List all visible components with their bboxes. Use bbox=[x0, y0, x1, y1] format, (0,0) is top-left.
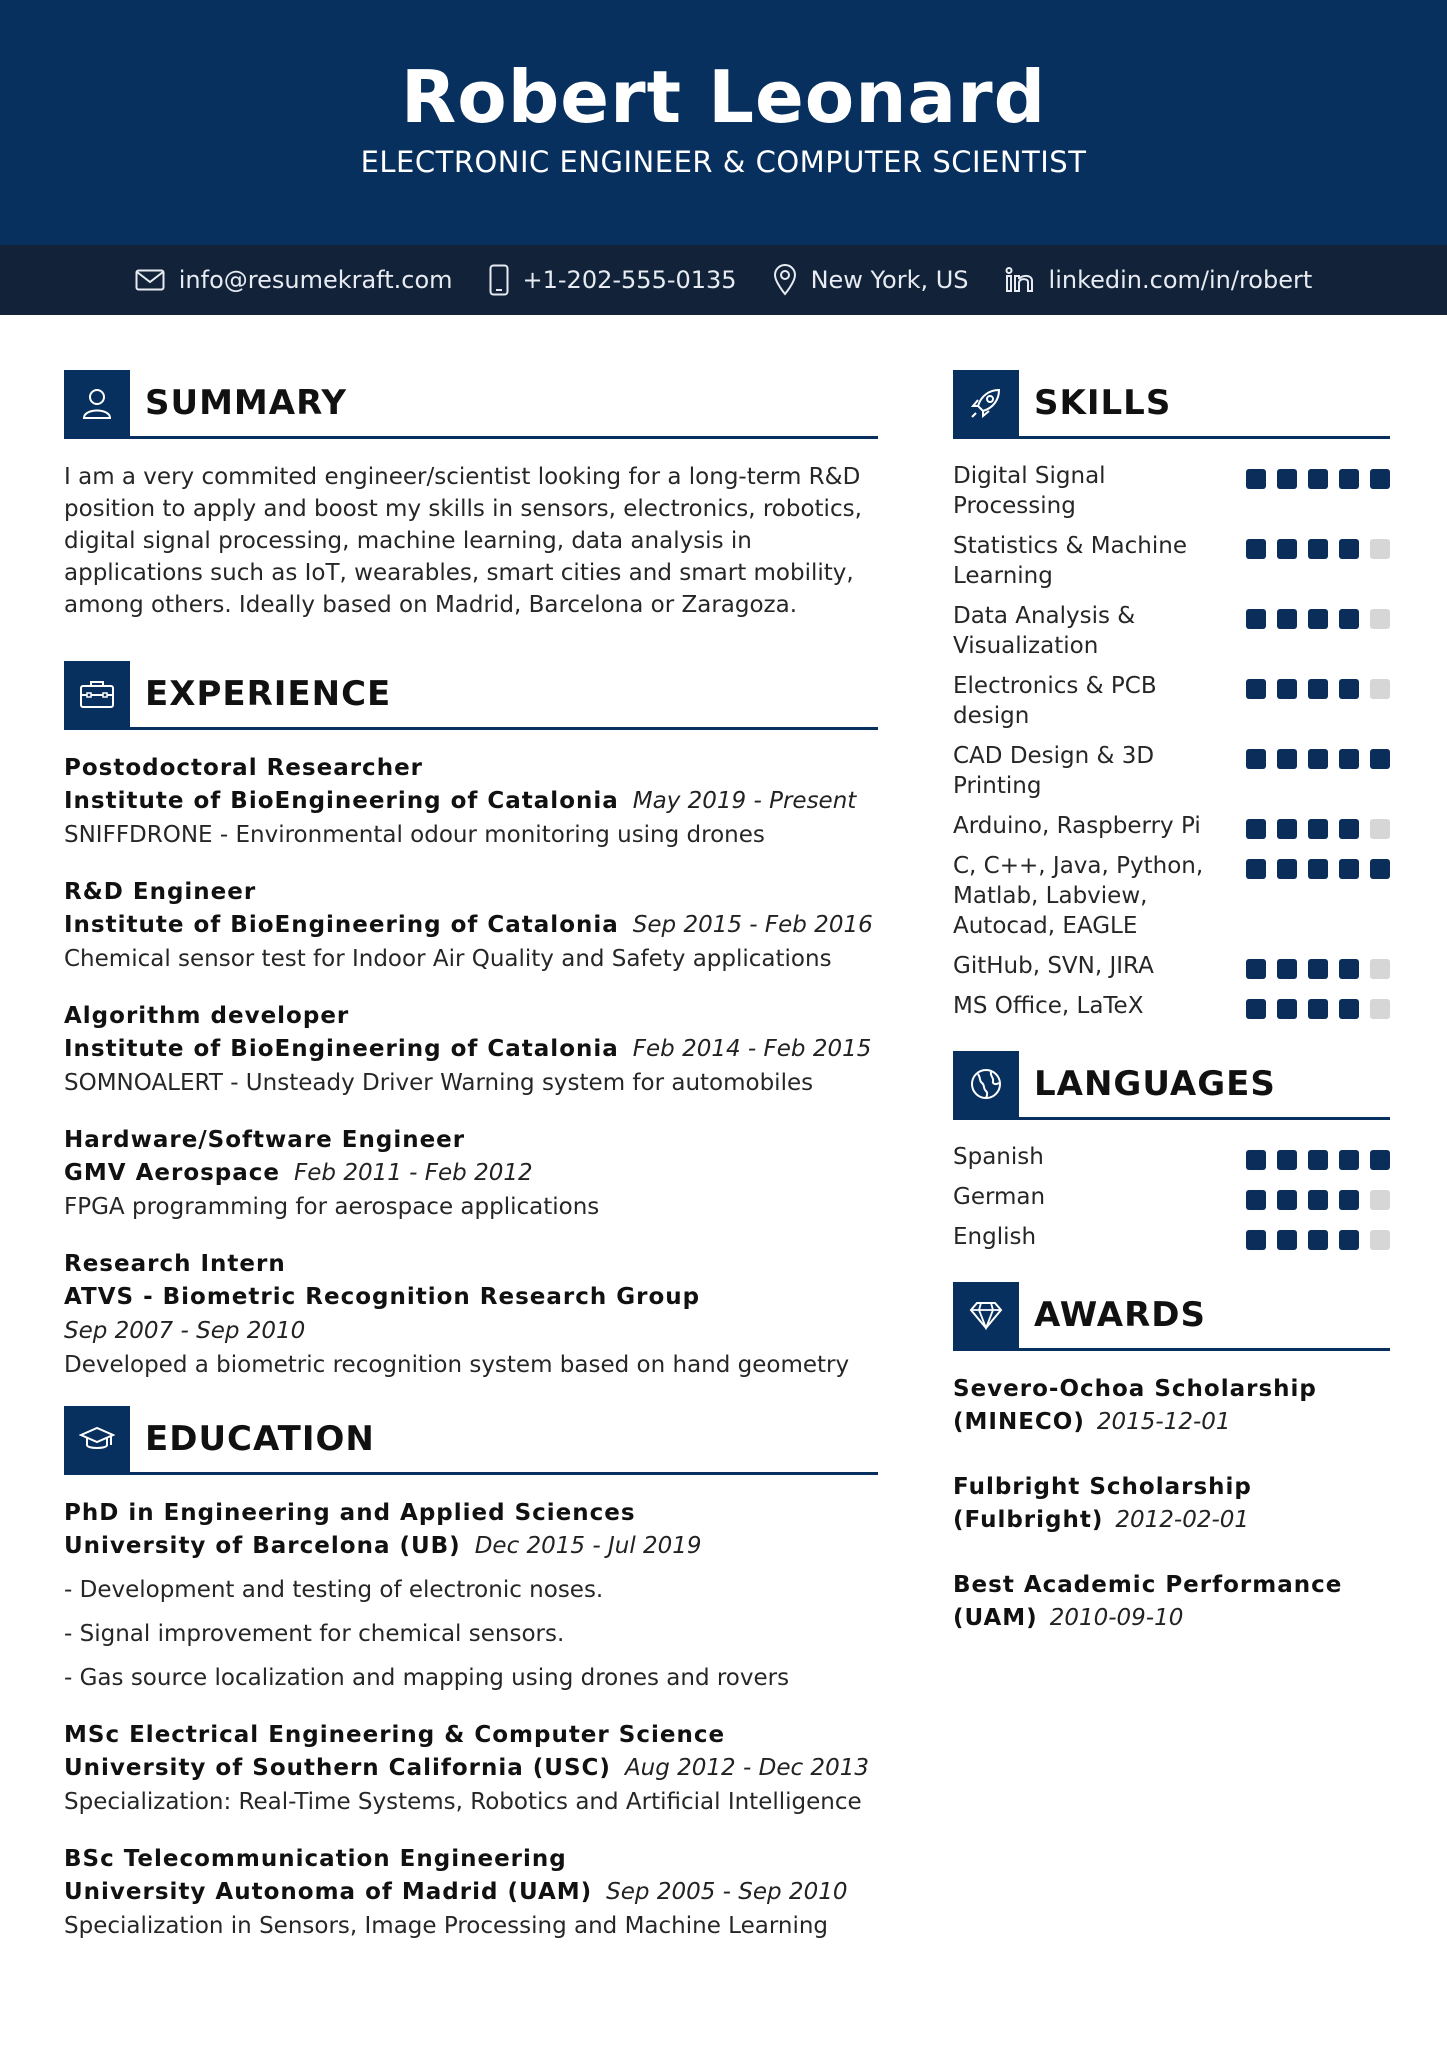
edu-desc: Specialization in Sensors, Image Processing and Machine Learning bbox=[64, 1913, 829, 1939]
education-heading bbox=[64, 1406, 878, 1475]
award-issuer: (Fulbright) bbox=[953, 1507, 1104, 1533]
skill-row bbox=[953, 601, 1390, 661]
language-rating bbox=[1235, 1150, 1390, 1170]
award-issuer: (UAM) bbox=[953, 1605, 1038, 1631]
rating-dot-filled bbox=[1277, 859, 1297, 879]
phone-text: +1-202-555-0135 bbox=[522, 266, 737, 294]
rating-dot-filled bbox=[1277, 609, 1297, 629]
job-org: Institute of BioEngineering of Catalonia bbox=[64, 1036, 619, 1062]
rating-dot-filled bbox=[1246, 959, 1266, 979]
education-item bbox=[64, 1497, 878, 1695]
summary-heading bbox=[64, 370, 878, 439]
language-label: Spanish bbox=[953, 1144, 1044, 1170]
rating-dot-filled bbox=[1339, 469, 1359, 489]
skill-row bbox=[953, 671, 1390, 731]
awards-list bbox=[953, 1373, 1390, 1635]
rating-dot-filled bbox=[1339, 679, 1359, 699]
rating-dot-filled bbox=[1308, 609, 1328, 629]
right-column bbox=[953, 370, 1390, 1667]
rating-dot-filled bbox=[1339, 1190, 1359, 1210]
section-title: SKILLS bbox=[1034, 383, 1172, 423]
globe-icon bbox=[953, 1051, 1019, 1117]
experience-item bbox=[64, 1000, 878, 1100]
edu-bullet: - Signal improvement for chemical sensors. bbox=[64, 1621, 565, 1647]
rating-dot-filled bbox=[1246, 749, 1266, 769]
job-desc: SNIFFDRONE - Environmental odour monitoring using drones bbox=[64, 822, 765, 848]
experience-list bbox=[64, 752, 878, 1382]
edu-bullet: - Gas source localization and mapping using drones and rovers bbox=[64, 1665, 790, 1691]
rating-dot-filled bbox=[1277, 679, 1297, 699]
language-row bbox=[953, 1222, 1390, 1252]
rating-dot-filled bbox=[1277, 1190, 1297, 1210]
skill-rating bbox=[1235, 469, 1390, 489]
skill-rating bbox=[1235, 749, 1390, 769]
rating-dot-filled bbox=[1308, 539, 1328, 559]
job-role: Research Intern bbox=[64, 1251, 286, 1277]
skill-row bbox=[953, 811, 1390, 841]
school: University Autonoma of Madrid (UAM) bbox=[64, 1879, 593, 1905]
skill-row bbox=[953, 851, 1390, 941]
degree: PhD in Engineering and Applied Sciences bbox=[64, 1500, 636, 1526]
skill-rating bbox=[1235, 959, 1390, 979]
rating-dot-filled bbox=[1277, 749, 1297, 769]
job-org: GMV Aerospace bbox=[64, 1160, 281, 1186]
graduation-cap-icon bbox=[64, 1406, 130, 1472]
rating-dot-filled bbox=[1339, 819, 1359, 839]
candidate-name: Robert Leonard bbox=[400, 55, 1047, 139]
rating-dot-filled bbox=[1277, 999, 1297, 1019]
rating-dot-filled bbox=[1246, 819, 1266, 839]
job-dates: Feb 2014 - Feb 2015 bbox=[632, 1036, 872, 1062]
language-rating bbox=[1235, 1230, 1390, 1250]
job-dates: Sep 2015 - Feb 2016 bbox=[632, 912, 873, 938]
job-dates: Sep 2007 - Sep 2010 bbox=[64, 1318, 306, 1344]
edu-bullet: - Development and testing of electronic noses. bbox=[64, 1577, 604, 1603]
linkedin-text: linkedin.com/in/robert bbox=[1048, 266, 1313, 294]
summary-text: I am a very commited engineer/scientist looking for a long-term R&D position to apply and boost my skills in sensors, electronics, robotics, digital signal processing, machine learning, data analysis in applications such as IoT, wearables, smart cities and smart mobility, among others. Ideally based on Madrid, Barcelona or Zaragoza. bbox=[64, 464, 862, 618]
rating-dot-filled bbox=[1308, 999, 1328, 1019]
section-title: EXPERIENCE bbox=[145, 674, 392, 714]
edu-dates: Aug 2012 - Dec 2013 bbox=[624, 1755, 869, 1781]
award-item bbox=[953, 1471, 1390, 1537]
school: University of Southern California (USC) bbox=[64, 1755, 611, 1781]
degree: MSc Electrical Engineering & Computer Science bbox=[64, 1722, 726, 1748]
rating-dot-filled bbox=[1308, 859, 1328, 879]
experience-item bbox=[64, 1124, 878, 1224]
job-org: Institute of BioEngineering of Catalonia bbox=[64, 788, 619, 814]
language-rating bbox=[1235, 1190, 1390, 1210]
skill-row bbox=[953, 951, 1390, 981]
award-date: 2015-12-01 bbox=[1096, 1409, 1231, 1435]
rating-dot-filled bbox=[1246, 1150, 1266, 1170]
experience-item bbox=[64, 752, 878, 852]
edu-dates: Sep 2005 - Sep 2010 bbox=[606, 1879, 848, 1905]
job-role: Postodoctoral Researcher bbox=[64, 755, 424, 781]
rating-dot-filled bbox=[1308, 959, 1328, 979]
rating-dot-filled bbox=[1277, 1150, 1297, 1170]
languages-list bbox=[953, 1142, 1390, 1252]
award-title: Best Academic Performance bbox=[953, 1572, 1343, 1598]
resume-header bbox=[0, 0, 1447, 245]
rating-dot-filled bbox=[1339, 1230, 1359, 1250]
section-title: EDUCATION bbox=[145, 1419, 375, 1459]
section-title: LANGUAGES bbox=[1034, 1064, 1276, 1104]
rating-dot-filled bbox=[1370, 859, 1390, 879]
languages-heading bbox=[953, 1051, 1390, 1120]
rating-dot-empty bbox=[1370, 609, 1390, 629]
rating-dot-filled bbox=[1277, 819, 1297, 839]
rating-dot-filled bbox=[1370, 469, 1390, 489]
section-title: AWARDS bbox=[1034, 1295, 1206, 1335]
job-role: Algorithm developer bbox=[64, 1003, 350, 1029]
skill-row bbox=[953, 461, 1390, 521]
rating-dot-filled bbox=[1246, 679, 1266, 699]
award-date: 2010-09-10 bbox=[1049, 1605, 1184, 1631]
envelope-icon bbox=[135, 269, 165, 291]
job-desc: Chemical sensor test for Indoor Air Quality and Safety applications bbox=[64, 946, 832, 972]
rating-dot-filled bbox=[1308, 1230, 1328, 1250]
diamond-icon bbox=[953, 1282, 1019, 1348]
rating-dot-filled bbox=[1277, 539, 1297, 559]
rating-dot-filled bbox=[1246, 609, 1266, 629]
person-icon bbox=[64, 370, 130, 436]
phone-icon bbox=[489, 264, 509, 296]
award-title: Fulbright Scholarship bbox=[953, 1474, 1252, 1500]
education-item bbox=[64, 1843, 878, 1943]
rating-dot-filled bbox=[1308, 679, 1328, 699]
rating-dot-filled bbox=[1308, 749, 1328, 769]
email-text: info@resumekraft.com bbox=[178, 266, 453, 294]
education-list bbox=[64, 1497, 878, 1943]
contact-location bbox=[773, 264, 969, 296]
rating-dot-empty bbox=[1370, 959, 1390, 979]
rating-dot-empty bbox=[1370, 999, 1390, 1019]
skill-rating bbox=[1235, 859, 1390, 879]
rating-dot-filled bbox=[1277, 1230, 1297, 1250]
experience-heading bbox=[64, 661, 878, 730]
rating-dot-filled bbox=[1339, 959, 1359, 979]
job-dates: May 2019 - Present bbox=[632, 788, 857, 814]
skill-rating bbox=[1235, 679, 1390, 699]
language-label: English bbox=[953, 1224, 1037, 1250]
rating-dot-filled bbox=[1246, 469, 1266, 489]
award-item bbox=[953, 1569, 1390, 1635]
school: University of Barcelona (UB) bbox=[64, 1533, 461, 1559]
job-desc: SOMNOALERT - Unsteady Driver Warning system for automobiles bbox=[64, 1070, 814, 1096]
rating-dot-filled bbox=[1339, 539, 1359, 559]
language-row bbox=[953, 1142, 1390, 1172]
briefcase-icon bbox=[64, 661, 130, 727]
education-item bbox=[64, 1719, 878, 1819]
skill-row bbox=[953, 741, 1390, 801]
job-org: Institute of BioEngineering of Catalonia bbox=[64, 912, 619, 938]
rating-dot-filled bbox=[1308, 819, 1328, 839]
contact-phone[interactable] bbox=[489, 264, 737, 296]
edu-dates: Dec 2015 - Jul 2019 bbox=[474, 1533, 702, 1559]
skill-rating bbox=[1235, 539, 1390, 559]
skill-label: Statistics & Machine Learning bbox=[953, 533, 1187, 589]
skill-label: CAD Design & 3D Printing bbox=[953, 743, 1155, 799]
rating-dot-filled bbox=[1339, 609, 1359, 629]
degree: BSc Telecommunication Engineering bbox=[64, 1846, 567, 1872]
rating-dot-filled bbox=[1339, 1150, 1359, 1170]
linkedin-icon bbox=[1005, 267, 1035, 293]
rating-dot-filled bbox=[1339, 859, 1359, 879]
location-pin-icon bbox=[773, 264, 797, 296]
rating-dot-filled bbox=[1339, 749, 1359, 769]
skill-label: C, C++, Java, Python, Matlab, Labview, Autocad, EAGLE bbox=[953, 853, 1204, 939]
award-issuer: (MINECO) bbox=[953, 1409, 1085, 1435]
skill-label: GitHub, SVN, JIRA bbox=[953, 953, 1154, 979]
award-date: 2012-02-01 bbox=[1115, 1507, 1250, 1533]
language-label: German bbox=[953, 1184, 1046, 1210]
contact-email[interactable] bbox=[135, 266, 453, 294]
edu-desc: Specialization: Real-Time Systems, Robotics and Artificial Intelligence bbox=[64, 1789, 862, 1815]
award-title: Severo-Ochoa Scholarship bbox=[953, 1376, 1317, 1402]
rating-dot-empty bbox=[1370, 679, 1390, 699]
rating-dot-empty bbox=[1370, 819, 1390, 839]
contact-bar bbox=[0, 245, 1447, 315]
skill-label: Arduino, Raspberry Pi bbox=[953, 813, 1201, 839]
rating-dot-empty bbox=[1370, 1190, 1390, 1210]
job-org: ATVS - Biometric Recognition Research Group bbox=[64, 1284, 701, 1310]
skills-heading bbox=[953, 370, 1390, 439]
left-column bbox=[64, 370, 878, 1967]
skill-rating bbox=[1235, 819, 1390, 839]
rocket-icon bbox=[953, 370, 1019, 436]
skill-label: Data Analysis & Visualization bbox=[953, 603, 1136, 659]
rating-dot-filled bbox=[1246, 539, 1266, 559]
rating-dot-filled bbox=[1277, 469, 1297, 489]
job-role: Hardware/Software Engineer bbox=[64, 1127, 466, 1153]
skill-label: Electronics & PCB design bbox=[953, 673, 1157, 729]
skill-row bbox=[953, 531, 1390, 591]
rating-dot-filled bbox=[1370, 1150, 1390, 1170]
job-dates: Feb 2011 - Feb 2012 bbox=[294, 1160, 533, 1186]
skill-rating bbox=[1235, 999, 1390, 1019]
rating-dot-filled bbox=[1370, 749, 1390, 769]
rating-dot-filled bbox=[1308, 1150, 1328, 1170]
job-desc: FPGA programming for aerospace applications bbox=[64, 1194, 600, 1220]
rating-dot-filled bbox=[1277, 959, 1297, 979]
rating-dot-filled bbox=[1308, 1190, 1328, 1210]
location-text: New York, US bbox=[810, 266, 969, 294]
section-title: SUMMARY bbox=[145, 383, 348, 423]
language-row bbox=[953, 1182, 1390, 1212]
skill-row bbox=[953, 991, 1390, 1021]
contact-linkedin[interactable] bbox=[1005, 266, 1313, 294]
award-item bbox=[953, 1373, 1390, 1439]
skill-label: MS Office, LaTeX bbox=[953, 993, 1144, 1019]
skills-list bbox=[953, 461, 1390, 1021]
rating-dot-filled bbox=[1308, 469, 1328, 489]
skill-rating bbox=[1235, 609, 1390, 629]
job-role: R&D Engineer bbox=[64, 879, 257, 905]
rating-dot-filled bbox=[1246, 1230, 1266, 1250]
skill-label: Digital Signal Processing bbox=[953, 463, 1106, 519]
rating-dot-filled bbox=[1246, 859, 1266, 879]
job-desc: Developed a biometric recognition system based on hand geometry bbox=[64, 1352, 850, 1378]
candidate-title: ELECTRONIC ENGINEER & COMPUTER SCIENTIST bbox=[360, 145, 1087, 179]
rating-dot-empty bbox=[1370, 1230, 1390, 1250]
experience-item bbox=[64, 876, 878, 976]
awards-heading bbox=[953, 1282, 1390, 1351]
rating-dot-filled bbox=[1246, 1190, 1266, 1210]
rating-dot-filled bbox=[1339, 999, 1359, 1019]
rating-dot-empty bbox=[1370, 539, 1390, 559]
rating-dot-filled bbox=[1246, 999, 1266, 1019]
experience-item bbox=[64, 1248, 878, 1382]
